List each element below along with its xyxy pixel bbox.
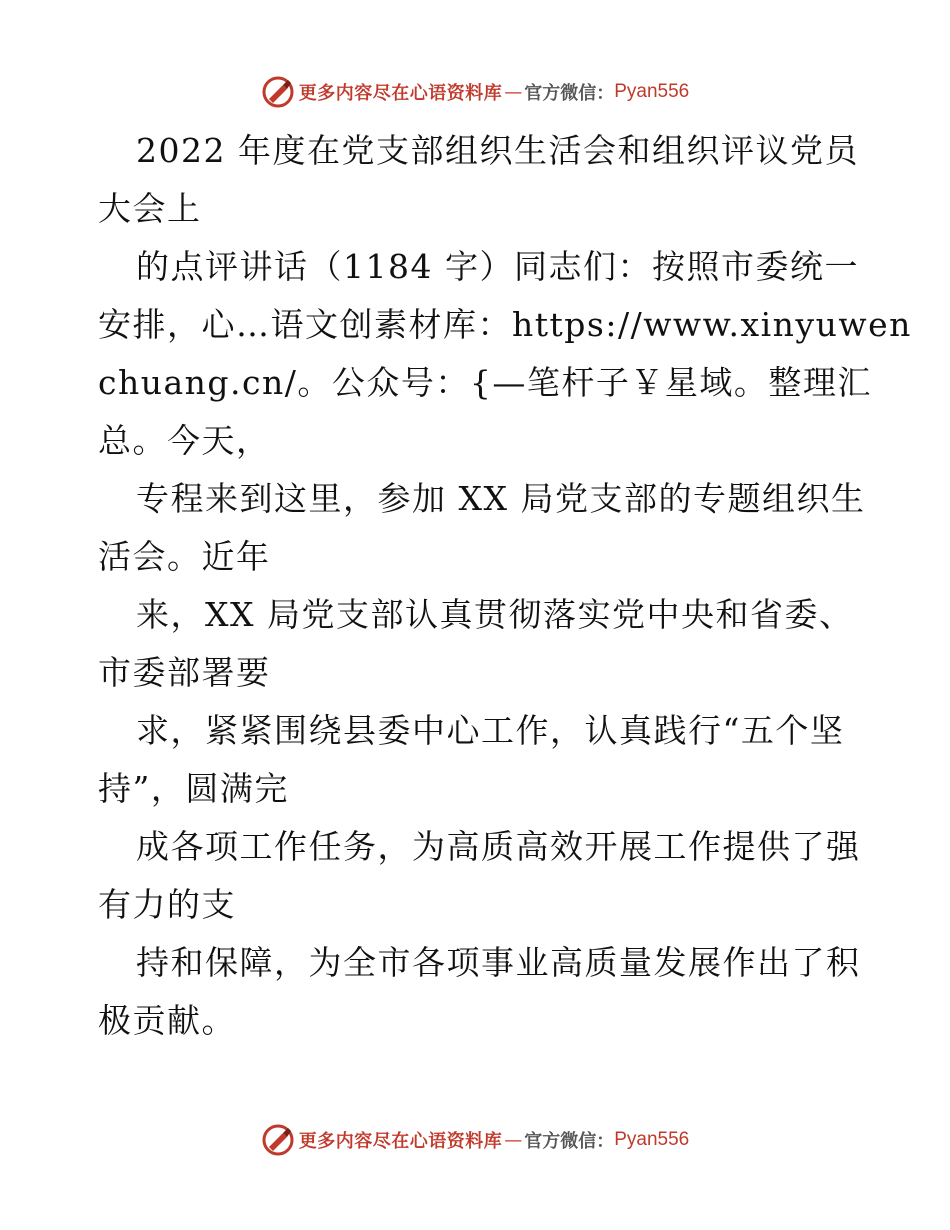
body-line: 来，XX 局党支部认真贯彻落实党中央和省委、 — [136, 595, 854, 634]
body-line: 活会。近年 — [98, 537, 271, 576]
body-line: 市委部署要 — [98, 653, 271, 692]
header-banner-separator: — — [504, 81, 523, 103]
body-line: 求，紧紧围绕县委中心工作，认真践行“五个坚 — [136, 711, 845, 750]
body-line: 的点评讲话（1184 字）同志们：按照市委统一 — [136, 247, 859, 286]
header-wechat-label: 官方微信： — [524, 83, 615, 104]
document-body — [98, 122, 912, 1050]
body-line: 安排，心…语文创素材库：https://www.xinyuwen — [98, 305, 912, 344]
body-line: 有力的支 — [98, 885, 236, 924]
body-line: 大会上 — [98, 189, 202, 228]
header-banner-text: 更多内容尽在心语资料库 — [298, 83, 503, 104]
header-banner — [0, 72, 950, 112]
body-line: 持”，圆满完 — [98, 769, 289, 808]
footer-banner — [0, 1120, 950, 1160]
body-line: 2022 年度在党支部组织生活会和组织评议党员 — [136, 131, 859, 170]
footer-wechat-label: 官方微信： — [524, 1131, 615, 1152]
footer-banner-text: 更多内容尽在心语资料库 — [298, 1131, 503, 1152]
header-wechat-id: Pyan556 — [614, 81, 690, 102]
body-line: 持和保障，为全市各项事业高质量发展作出了积 — [136, 943, 861, 982]
footer-banner-separator: — — [504, 1129, 523, 1151]
body-line: 成各项工作任务，为高质高效开展工作提供了强 — [136, 827, 861, 866]
body-line: 极贡献。 — [98, 1001, 236, 1040]
body-line: 总。今天， — [98, 421, 271, 460]
footer-wechat-id: Pyan556 — [614, 1129, 690, 1150]
pen-circle-logo-icon — [261, 75, 295, 109]
pen-circle-logo-icon — [261, 1123, 295, 1157]
body-line: 专程来到这里，参加 XX 局党支部的专题组织生 — [136, 479, 866, 518]
body-line: chuang.cn/。公众号：{—笔杆子￥星域。整理汇 — [98, 363, 872, 402]
